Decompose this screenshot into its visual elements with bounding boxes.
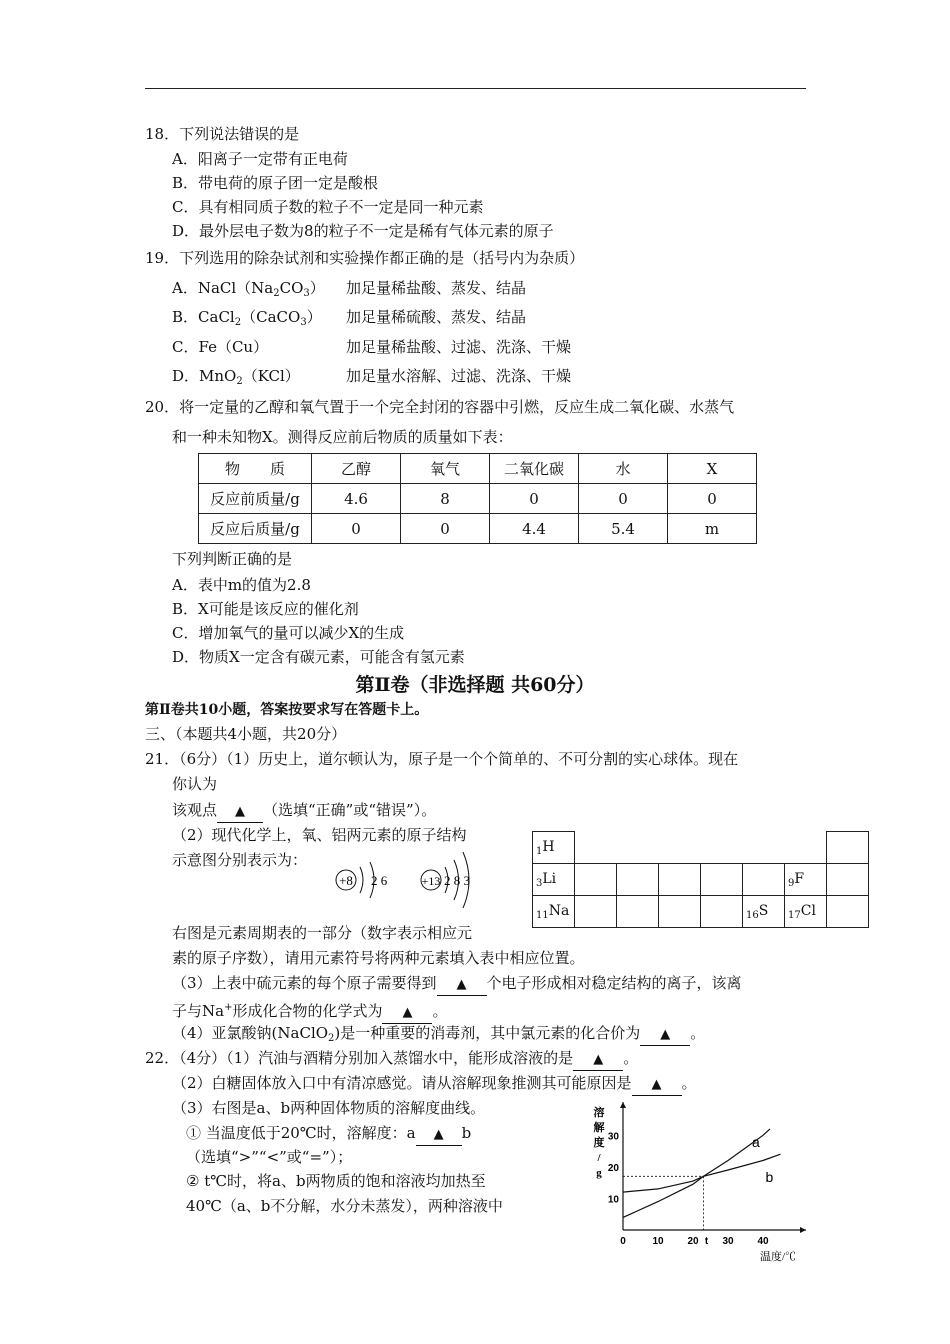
x-tick-label: 20 [687,1236,699,1247]
q18-stem: 18．下列说法错误的是 [145,125,300,143]
y-axis-label-char: / [597,1152,601,1164]
table-cell [701,864,743,896]
series-a-line [623,1129,770,1218]
x-tick-label: 0 [620,1236,626,1247]
section-title: 第Ⅱ卷（非选择题 共60分） [355,674,595,696]
answer-blank-marker: ▲ [433,1127,444,1142]
q21-line5: 示意图分别表示为： [172,851,308,869]
element-cell-h: $_1$H [533,832,575,864]
table-cell: m [668,514,757,544]
y-tick-label: 30 [607,1131,619,1143]
table-cell: 4.4 [490,514,579,544]
table-cell [743,832,785,864]
table-cell [659,832,701,864]
q21-line8: （3）上表中硫元素的每个原子需要得到 ▲ 个电子形成相对稳定结构的离子，该离 [172,973,742,996]
q19-stem: 19．下列选用的除杂试剂和实验操作都正确的是（括号内为杂质） [145,249,585,267]
table-cell: 0 [490,484,579,514]
table-cell [827,832,869,864]
series-b-line [623,1154,781,1192]
oxygen-nucleus-label: +8 [339,873,353,888]
answer-blank-marker: ▲ [456,977,467,992]
mass-table [198,453,757,544]
element-cell-f: $_9$F [785,864,827,896]
answer-blank-marker: ▲ [593,1052,604,1067]
q22-line1: 22．（4分）（1）汽油与酒精分别加入蒸馏水中，能形成溶液的是 ▲ 。 [145,1048,638,1071]
table-cell [617,864,659,896]
table-cell [827,896,869,928]
x-axis-label: 温度/℃ [759,1251,797,1263]
q21-line7: 素的原子序数），请用元素符号将两种元素填入表中相应位置。 [172,949,585,967]
q21-line10: （4）亚氯酸钠(NaClO$_2$)是一种重要的消毒剂，其中氯元素的化合价为 ▲ 。 [172,1024,706,1044]
y-axis-arrow [620,1102,626,1108]
table-cell: 物 质 [199,454,312,484]
q22-line6: ② t℃时，将a、b两物质的饱和溶液均加热至 [186,1172,486,1190]
oxygen-atom-diagram [336,862,388,898]
answer-blank-marker: ▲ [402,1005,413,1020]
q18-option-a: A．阳离子一定带有正电荷 [172,150,348,168]
q21-line6: 右图是元素周期表的一部分（数字表示相应元 [172,924,473,942]
table-row [533,832,869,864]
q21-line4: （2）现代化学上，氧、铝两元素的原子结构 [172,826,467,844]
table-cell [701,896,743,928]
table-cell [743,864,785,896]
q20-after: 下列判断正确的是 [172,550,293,568]
chart-axes [620,1102,806,1233]
q19-option-d-method: 加足量水溶解、过滤、洗涤、干燥 [346,367,572,385]
table-cell [575,832,617,864]
table-cell [659,864,701,896]
q21-line9: 子与Na+形成化合物的化学式为 ▲ 。 [172,998,448,1024]
y-axis-label-char: 溶 [593,1107,605,1119]
table-row [533,896,869,928]
part3-heading: 三、（本题共4小题，共20分） [145,725,347,743]
table-cell [617,896,659,928]
q19-option-b: B．CaCl$_2$（CaCO$_3$） [172,308,322,328]
q19-option-b-method: 加足量稀硫酸、蒸发、结晶 [346,308,527,326]
table-cell: 0 [579,484,668,514]
x-tick-label: 30 [722,1236,734,1247]
table-cell: 5.4 [579,514,668,544]
section-note: 第Ⅱ卷共10小题，答案按要求写在答题卡上。 [145,702,429,718]
table-cell [617,832,659,864]
solubility-chart [585,1100,810,1270]
periodic-table-fragment [532,831,869,928]
table-header-row [199,454,757,484]
x-tick-label: t [704,1236,709,1247]
q20-stem-line1: 20．将一定量的乙醇和氧气置于一个完全封闭的容器中引燃，反应生成二氧化碳、水蒸气 [145,398,735,416]
q22-line2: （2）白糖固体放入口中有清凉感觉。请从溶解现象推测其可能原因是 ▲ 。 [172,1073,697,1096]
table-row [199,514,757,544]
answer-blank-marker: ▲ [651,1077,662,1092]
q20-option-c: C．增加氧气的量可以减少X的生成 [172,624,405,642]
table-cell [575,864,617,896]
y-tick-label: 10 [607,1194,619,1206]
element-cell-na: $_{11}$Na [533,896,575,928]
table-cell [659,896,701,928]
aluminum-nucleus-label: +13 [421,874,441,888]
answer-blank-marker: ▲ [660,1027,671,1042]
q18-option-c: C．具有相同质子数的粒子不一定是同一种元素 [172,198,484,216]
table-cell: 反应前质量/g [199,484,312,514]
table-cell: 反应后质量/g [199,514,312,544]
q21-line1: 21．（6分）（1）历史上，道尔顿认为，原子是一个个简单的、不可分割的实心球体。现在 [145,750,739,768]
table-cell [575,896,617,928]
table-cell [827,864,869,896]
q20-stem-line2: 和一种未知物X。测得反应前后物质的质量如下表： [172,428,513,446]
table-cell: 二氧化碳 [490,454,579,484]
q22-line4: ① 当温度低于20℃时，溶解度：a ▲ b [186,1123,471,1146]
y-axis-label-char: g [596,1167,602,1179]
q18-option-d: D．最外层电子数为8的粒子不一定是稀有气体元素的原子 [172,222,554,240]
table-cell: 0 [401,514,490,544]
table-cell: 0 [312,514,401,544]
y-tick-label: 20 [607,1162,619,1174]
y-axis-label-char: 度 [593,1137,605,1149]
q20-option-a: A．表中m的值为2.8 [172,576,311,594]
q21-line3: 该观点 ▲ （选填“正确”或“错误”）。 [172,800,436,823]
element-cell-li: $_3$Li [533,864,575,896]
q22-line3: （3）右图是a、b两种固体物质的溶解度曲线。 [172,1099,486,1117]
oxygen-shell-counts: 2 6 [371,873,388,888]
q18-option-b: B．带电荷的原子团一定是酸根 [172,174,379,192]
q22-line5: （选填“>”“<”或“=”）； [186,1148,353,1166]
table-cell: 水 [579,454,668,484]
q21-line2: 你认为 [172,775,218,793]
atomic-structure-diagrams [330,842,490,922]
x-tick-label: 10 [652,1236,664,1247]
q20-option-d: D．物质X一定含有碳元素，可能含有氢元素 [172,648,465,666]
q19-option-a-method: 加足量稀盐酸、蒸发、结晶 [346,279,527,297]
table-cell: X [668,454,757,484]
y-axis-label-char: 解 [593,1122,605,1134]
q19-option-c: C．Fe（Cu） [172,338,269,356]
element-cell-s: $_{16}$S [743,896,785,928]
aluminum-shell-counts: 2 8 3 [444,873,470,888]
q20-option-b: B．X可能是该反应的催化剂 [172,600,359,618]
q19-option-c-method: 加足量稀盐酸、过滤、洗涤、干燥 [346,338,572,356]
answer-blank-marker: ▲ [235,804,246,819]
series-a-label: a [752,1133,760,1150]
q22-line7: 40℃（a、b不分解，水分未蒸发），两种溶液中 [186,1197,503,1215]
table-cell: 0 [668,484,757,514]
element-cell-cl: $_{17}$Cl [785,896,827,928]
table-cell: 8 [401,484,490,514]
table-cell: 乙醇 [312,454,401,484]
table-cell [701,832,743,864]
table-cell: 4.6 [312,484,401,514]
header-rule [145,88,806,89]
x-axis-arrow [800,1227,806,1233]
series-b-label: b [765,1169,774,1186]
x-tick-label: 40 [757,1236,769,1247]
table-cell [785,832,827,864]
table-row [199,484,757,514]
table-row [533,864,869,896]
table-cell: 氧气 [401,454,490,484]
q19-option-a: A．$NaCl(Na_2CO_3)$ [172,279,325,299]
aluminum-atom-diagram [421,852,470,908]
y-axis-label [594,1105,606,1179]
chart-curves [623,1129,781,1218]
q19-option-d: D．MnO$_2$（KCl） [172,367,300,387]
